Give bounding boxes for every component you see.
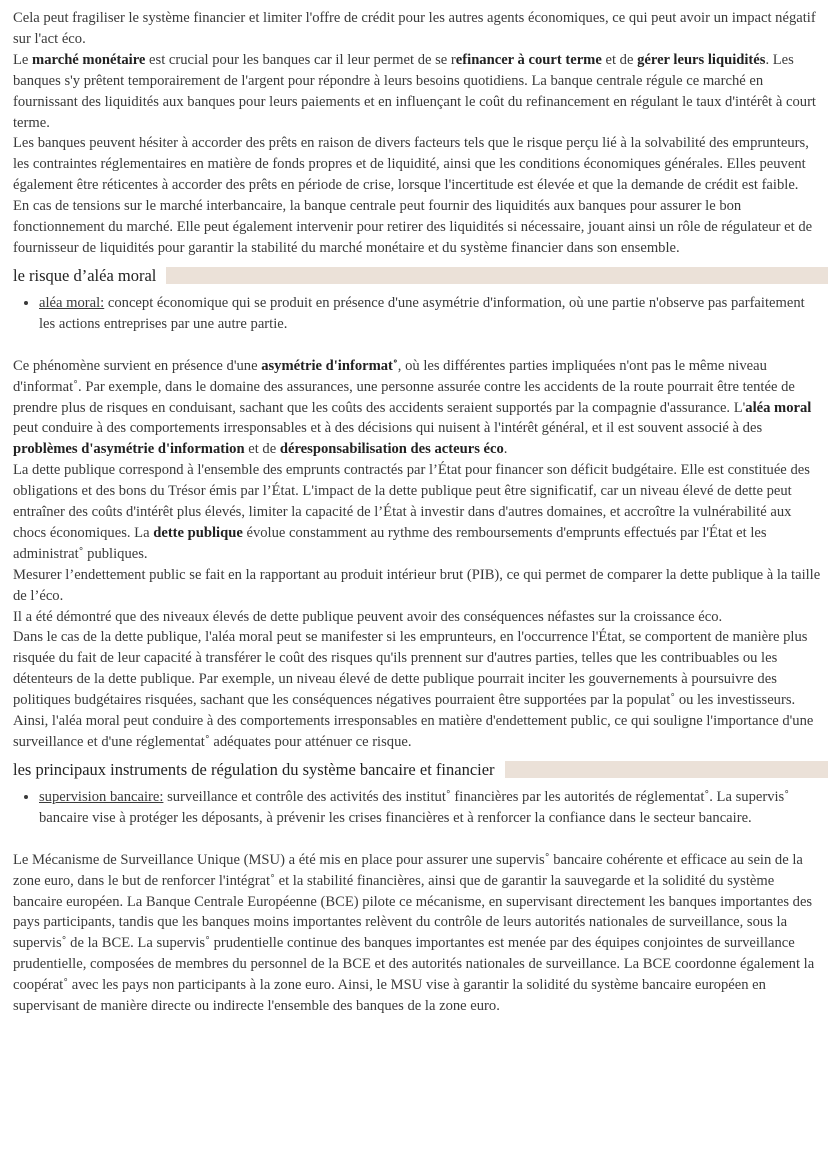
- text-run: le risque d’aléa moral: [13, 265, 157, 285]
- text-run: surveillance et contrôle des activités des institut˚ financières par les autorités de réglementat˚. La supervis˚ bancaire vise à protéger les déposants, à prévenir les crises financières et à renforcer la confiance dans le secteur bancaire.: [39, 788, 790, 826]
- text-run: Il a été démontré que des niveaux élevés de dette publique peuvent avoir des conséquences néfastes sur la croissance éco.: [13, 608, 723, 625]
- bold-term: dette publique: [153, 524, 243, 541]
- text-run: La dette publique correspond à l'ensemble des emprunts contractés par l’État pour financer son déficit budgétaire. Elle est constituée des obligations et des bons du Trésor émis par l’État. L'impact de la dette publique peut être significatif, car un niveau élevé de dette peut entraîner des coûts d'intérêt plus élevés, limiter la capacité de l’État à investir dans d'autres domaines, et accroître la vulnérabilité aux chocs économiques. La: [13, 462, 810, 541]
- spacer: [13, 335, 824, 356]
- text-run: .: [503, 441, 508, 458]
- bold-term: problèmes d'asymétrie d'information: [13, 441, 245, 458]
- text-run: est crucial pour les banques car il leur permet de se r: [145, 51, 456, 68]
- spacer: [13, 829, 824, 850]
- paragraph: [13, 133, 824, 196]
- bold-term: marché monétaire: [32, 51, 146, 68]
- heading-highlight-bar: [166, 267, 828, 284]
- underlined-term: supervision bancaire:: [39, 788, 164, 805]
- paragraph: [13, 607, 824, 628]
- text-run: Mesurer l’endettement public se fait en la rapportant au produit intérieur brut (PIB), ce qui permet de comparer la dette publique à la taille de l’éco.: [13, 566, 821, 604]
- paragraph: [13, 356, 824, 461]
- paragraph: [13, 850, 824, 1017]
- bold-term: efinancer à court terme: [455, 51, 602, 68]
- bold-term: asymétrie d'informat˚: [261, 357, 398, 374]
- bold-term: gérer leurs liquidités: [637, 51, 766, 68]
- list-item: [39, 787, 824, 829]
- bullet-list: [13, 787, 824, 829]
- text-run: . Les banques s'y prêtent temporairement de l'argent pour répondre à leurs besoins quotidiens. La banque centrale régule ce marché en fournissant des liquidités aux banques pour leurs paiements et en influençant le coût du refinancement en régulant le taux d'intérêt à court terme.: [13, 51, 816, 131]
- text-run: et de: [601, 51, 638, 68]
- text-run: Le: [13, 51, 33, 68]
- text-run: Dans le cas de la dette publique, l'aléa moral peut se manifester si les emprunteurs, en l'occurrence l'État, se comportent de manière plus risquée du fait de leur capacité à transférer le coût des risques qu'ils prennent sur d'autres parties, telles que les contribuables ou les détenteurs de la dette publique. Par exemple, un niveau élevé de dette publique pourrait inciter les gouvernements à poursuivre des politiques budgétaires risquées, sachant que les conséquences négatives pourraient être supportées par la populat˚ ou les investisseurs. Ainsi, l'aléa moral peut conduire à des comportements irresponsables en matière d'endettement public, ce qui souligne l'importance d'une surveillance et d'une réglementat˚ adéquates pour atténuer ce risque.: [13, 629, 814, 750]
- underlined-term: aléa moral:: [39, 294, 105, 311]
- text-run: peut conduire à des comportements irresponsables et à des décisions qui nuisent à l'intérêt général, et il est souvent associé à des: [13, 420, 763, 437]
- list-item: [39, 293, 824, 335]
- bold-term: déresponsabilisation des acteurs éco: [279, 441, 504, 458]
- section-heading: [13, 265, 824, 287]
- section-heading: [13, 759, 824, 781]
- heading-highlight-bar: [505, 761, 828, 778]
- paragraph: [13, 50, 824, 134]
- bullet-list: [13, 293, 824, 335]
- paragraph: [13, 627, 824, 752]
- paragraph: [13, 196, 824, 259]
- text-run: Le Mécanisme de Surveillance Unique (MSU) a été mis en place pour assurer une supervis˚ bancaire cohérente et efficace au sein de la zone euro, dans le but de renforcer l'intégrat˚ et la stabilité financières, ainsi que de garantir la sauvegarde et la solidité du système bancaire européen. La Banque Centrale Européenne (BCE) pilote ce mécanisme, en supervisant directement les banques importantes des pays participants, tandis que les banques moins importantes relèvent du contrôle de leurs autorités nationales de surveillance, sous la supervis˚ de la BCE. La supervis˚ prudentielle continue des banques importantes est menée par des équipes conjointes de surveillance prudentielle, composées de membres du personnel de la BCE et des autorités nationales de surveillance. La BCE coordonne également la coopérat˚ avec les pays non participants à la zone euro. Ainsi, le MSU vise à garantir la solidité du système bancaire européen en supervisant de manière directe ou indirecte l'ensemble des banques de la zone euro.: [13, 851, 815, 1015]
- text-run: concept économique qui se produit en présence d'une asymétrie d'information, où une partie n'observe pas parfaitement les actions entreprises par une autre partie.: [39, 294, 805, 332]
- section-heading-text: [13, 265, 156, 287]
- bold-term: aléa moral: [745, 399, 812, 416]
- text-run: les principaux instruments de régulation du système bancaire et financier: [13, 759, 495, 779]
- text-run: Ce phénomène survient en présence d'une: [13, 357, 262, 374]
- paragraph: [13, 460, 824, 565]
- text-run: En cas de tensions sur le marché interbancaire, la banque centrale peut fournir des liquidités aux banques pour assurer le bon fonctionnement du marché. Elle peut également intervenir pour retirer des liquidités si nécessaire, jouant ainsi un rôle de régulateur et de fournisseur de liquidités pour garantir la stabilité du marché monétaire et du système financier dans son ensemble.: [13, 198, 813, 256]
- section-heading-text: [13, 759, 495, 781]
- paragraph: [13, 565, 824, 607]
- text-run: , où les différentes parties impliquées n'ont pas le même niveau d'informat˚. Par exemple, dans le domaine des assurances, une personne assurée contre les accidents de la route pourrait être tentée de prendre plus de risques en conduisant, sachant que les coûts des accidents seraient supportés par la compagnie d'assurance. L': [13, 357, 795, 416]
- text-run: Les banques peuvent hésiter à accorder des prêts en raison de divers facteurs tels que le risque perçu lié à la solvabilité des emprunteurs, les contraintes réglementaires en matière de fonds propres et de liquidité, ainsi que les conditions économiques générales. Elles peuvent également être réticentes à accorder des prêts en période de crise, lorsque l'incertitude est élevée et que la demande de crédit est faible.: [13, 135, 809, 194]
- text-run: et de: [244, 441, 280, 458]
- text-run: évolue constamment au rythme des remboursements d'emprunts effectués par l'État et les administrat˚ publiques.: [13, 524, 767, 562]
- text-run: Cela peut fragiliser le système financier et limiter l'offre de crédit pour les autres agents économiques, ce qui peut avoir un impact négatif sur l'act éco.: [13, 10, 816, 47]
- paragraph: [13, 8, 824, 50]
